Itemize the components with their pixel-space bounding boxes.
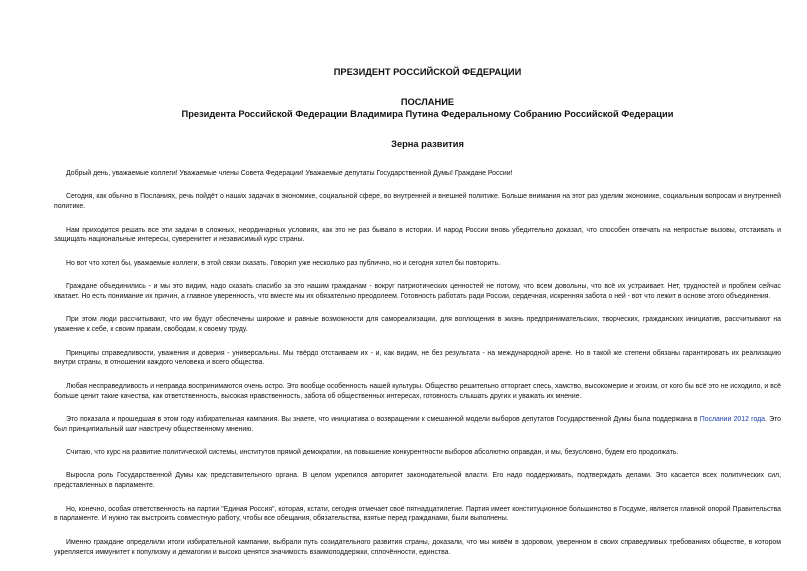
paragraph-conditions: Нам приходится решать все эти задачи в сложных, неординарных условиях, как это не раз бывало в истории. И народ России вновь убедительно доказал, что способен отвечать на непростые вызовы, отстаивать и защищать национальные интересы, суверенитет и независимый курс страны. bbox=[54, 226, 781, 244]
paragraph-text-after-link: . Это был принципиальный шаг навстречу общественному мнению. bbox=[54, 415, 782, 433]
paragraph-political-course: Считаю, что курс на развитие политической системы, институтов прямой демократии, на повышение конкурентности выборов абсолютно оправдан, и мы, безусловно, будем его продолжать. bbox=[66, 449, 679, 457]
paragraph-duma-role: Выросла роль Государственной Думы как представительного органа. В целом укрепился авторитет законодательной власти. Его надо поддерживать, подтверждать делами. Это касается всех политических сил, представленных в парламенте. bbox=[54, 472, 781, 490]
message-2012-link[interactable]: Послании 2012 года bbox=[699, 415, 766, 423]
section-title: Зерна развития bbox=[391, 139, 464, 149]
paragraph-unity: Граждане объединились - и мы это видим, надо сказать спасибо за это нашим гражданам - вокруг патриотических ценностей не потому, что всем довольны, что всё их устраивает. Нет, трудностей и проблем сейчас хватает. Но есть понимание их причин, а главное уверенность, что вместе мы их обязательно преодолеем. Готовность работать ради России, сердечная, искренняя забота о ней - вот что лежит в основе этого объединения. bbox=[54, 283, 781, 300]
document-subheading: ПОСЛАНИЕ bbox=[400, 97, 455, 107]
document-subheading-addressee: Президента Российской Федерации Владимира Путина Федеральному Собранию Российской Федерации bbox=[181, 109, 674, 119]
paragraph-citizens: Именно граждане определили итоги избирательной кампании, выбрали путь созидательного развития страны, доказали, что мы живём в здоровом, уверенном в своих справедливых требованиях обществе, в котором укрепляется иммунитет к популизму и демагогии и высоко ценятся значимость взаимоподдержки, сплочённости, единства. bbox=[54, 538, 781, 556]
paragraph-text-before-link: Это показала и прошедшая в этом году избирательная кампания. Вы знаете, что инициатива о возвращении к смешанной модели выборов депутатов Государственной Думы была поддержана в bbox=[66, 415, 700, 423]
paragraph-greeting: Добрый день, уважаемые коллеги! Уважаемые члены Совета Федерации! Уважаемые депутаты Государственной Думы! Граждане России! bbox=[66, 170, 513, 177]
paragraph-united-russia: Но, конечно, особая ответственность на партии "Единая Россия", которая, кстати, сегодня отмечает своё пятнадцатилетие. Партия имеет конституционное большинство в Госдуме, является главной опорой Правительства в парламенте. И нужно так выстроить совместную работу, чтобы все обещания, обязательства, взятые перед гражданами, были выполнены. bbox=[54, 505, 781, 523]
paragraph-injustice: Любая несправедливость и неправда воспринимаются очень остро. Это вообще особенность нашей культуры. Общество решительно отторгает спесь, хамство, высокомерие и эгоизм, от кого бы всё это не исходило, и всё больше ценит такие качества, как ответственность, высокая нравственность, забота об общественных интересах, готовность слышать других и уважать их мнение. bbox=[54, 382, 781, 400]
paragraph-agenda: Сегодня, как обычно в Посланиях, речь пойдёт о наших задачах в экономике, социальной сфере, во внутренней и внешней политике. Больше внимания на этот раз уделим экономике, социальным вопросам и внутренней политике. bbox=[54, 193, 781, 211]
paragraph-opportunities: При этом люди рассчитывают, что им будут обеспечены широкие и равные возможности для самореализации, для воплощения в жизнь предпринимательских, творческих, гражданских инициатив, рассчитывают на уважение к себе, к своим правам, свободам, к своему труду. bbox=[54, 316, 781, 334]
paragraph-election-campaign bbox=[54, 415, 781, 435]
paragraph-principles: Принципы справедливости, уважения и доверия - универсальны. Мы твёрдо отстаиваем их - и, как видим, не без результата - на международной арене. Но в такой же степени обязаны гарантировать их реализацию внутри страны, в отношении каждого человека и всего общества. bbox=[54, 349, 781, 367]
paragraph-colleagues: Но вот что хотел бы, уважаемые коллеги, в этой связи сказать. Говорил уже несколько раз публично, но и сегодня хотел бы повторить. bbox=[66, 259, 501, 267]
document-heading: ПРЕЗИДЕНТ РОССИЙСКОЙ ФЕДЕРАЦИИ bbox=[333, 67, 522, 77]
